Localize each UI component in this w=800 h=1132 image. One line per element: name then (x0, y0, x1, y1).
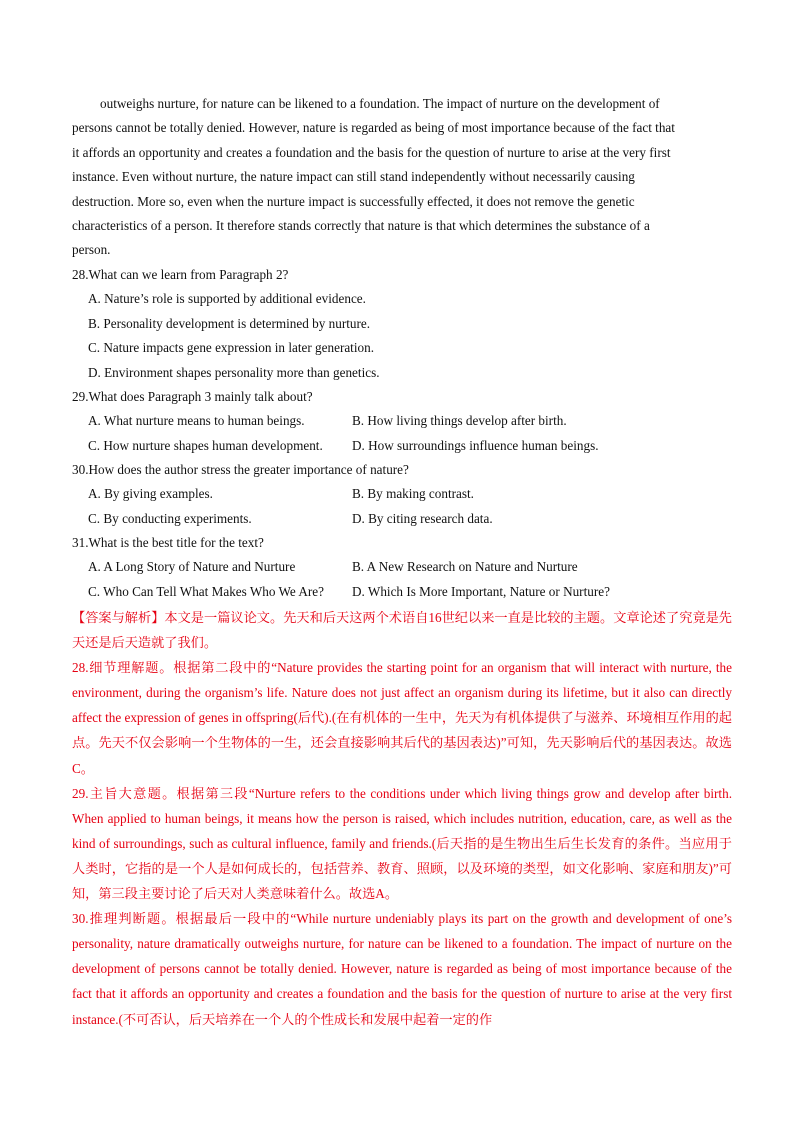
question-30 (72, 458, 732, 531)
passage-line: characteristics of a person. It therefore stands correctly that nature is that which determines the substance of a (72, 218, 650, 234)
question-29 (72, 385, 732, 458)
option-row (72, 482, 732, 506)
answer-30: 30.推理判断题。根据最后一段中的“While nurture undeniably plays its part on the growth and development of one’s personality, nature dramatically outweighs nurture, for nature can be likened to a foundation. The impact of nurture on the development of persons cannot be totally denied. However, nature is regarded as being of most importance because of the fact that it affords an opportunity and creates a foundation and the basis for the question of nurture to arise at the very first instance.(不可否认，后天培养在一个人的个性成长和发展中起着一定的作 (72, 911, 732, 1027)
passage-line: outweighs nurture, for nature can be likened to a foundation. The impact of nurture on the development of (100, 96, 660, 111)
option-d: D. Which Is More Important, Nature or Nurture? (352, 583, 610, 599)
option-b: B. Personality development is determined by nurture. (88, 315, 371, 331)
option-row (72, 409, 732, 433)
option-c: C. How nurture shapes human development. (88, 437, 323, 453)
passage-line: person. (72, 242, 111, 258)
option-a: A. Nature’s role is supported by additional evidence. (88, 291, 366, 307)
option-c: C. Who Can Tell What Makes Who We Are? (88, 583, 324, 599)
passage-text (72, 92, 732, 263)
answer-28: 28.细节理解题。根据第二段中的“Nature provides the starting point for an organism that will interact with nurture, the environment, during the organism’s life. Nature does not just affect an organism during its lifetime, but it also can directly affect the expression of genes in offspring(后代).(在有机体的一生中，先天为有机体提供了与滋养、环境相互作用的起点。先天不仅会影响一个生物体的一生，还会直接影响其后代的基因表达)”可知，先天影响后代的基因表达。故选C。 (72, 660, 732, 776)
option-a: A. What nurture means to human beings. (88, 413, 305, 429)
option-d: D. How surroundings influence human beings. (352, 437, 599, 453)
question-28 (72, 263, 732, 385)
option-c: C. Nature impacts gene expression in later generation. (88, 340, 374, 356)
option-a: A. By giving examples. (88, 486, 213, 502)
passage-line: instance. Even without nurture, the nature impact can still stand independently without necessarily causing (72, 169, 635, 185)
question-31 (72, 531, 732, 604)
option-row (72, 507, 732, 531)
answer-29: 29.主旨大意题。根据第三段“Nurture refers to the conditions under which living things grow and develop after birth. When applied to human beings, it means how the person is raised, which includes nutrition, education, care, as well as the kind of surroundings, such as cultural influence, family and friends.(后天指的是生物出生后生长发育的条件。当应用于人类时，它指的是一个人是如何成长的，包括营养、教育、照顾，以及环境的类型，如文化影响、家庭和朋友)”可知，第三段主要讨论了后天对人类意味着什么。故选A。 (72, 785, 732, 902)
question-stem: 29.What does Paragraph 3 mainly talk about? (72, 389, 313, 404)
option-row (72, 434, 732, 458)
option-c: C. By conducting experiments. (88, 510, 252, 526)
question-stem: 30.How does the author stress the greater importance of nature? (72, 462, 409, 477)
option-d: D. Environment shapes personality more than genetics. (88, 364, 380, 380)
option-b: B. By making contrast. (352, 486, 474, 502)
option-row (72, 580, 732, 604)
option-a: A. A Long Story of Nature and Nurture (88, 559, 296, 575)
question-stem: 28.What can we learn from Paragraph 2? (72, 267, 289, 282)
answer-explanation (72, 605, 732, 1032)
option-b: B. How living things develop after birth. (352, 413, 567, 429)
question-stem: 31.What is the best title for the text? (72, 535, 264, 550)
passage-line: destruction. More so, even when the nurture impact is successfully effected, it does not remove the genetic (72, 193, 635, 209)
option-d: D. By citing research data. (352, 510, 493, 526)
passage-line: it affords an opportunity and creates a foundation and the basis for the question of nurture to arise at the very first (72, 144, 671, 160)
passage-line: persons cannot be totally denied. However, nature is regarded as being of most importance because of the fact that (72, 120, 675, 136)
option-row (72, 555, 732, 579)
answer-intro: 【答案与解析】本文是一篇议论文。先天和后天这两个术语自16世纪以来一直是比较的主题。文章论述了究竟是先天还是后天造就了我们。 (72, 610, 732, 651)
option-b: B. A New Research on Nature and Nurture (352, 559, 578, 575)
